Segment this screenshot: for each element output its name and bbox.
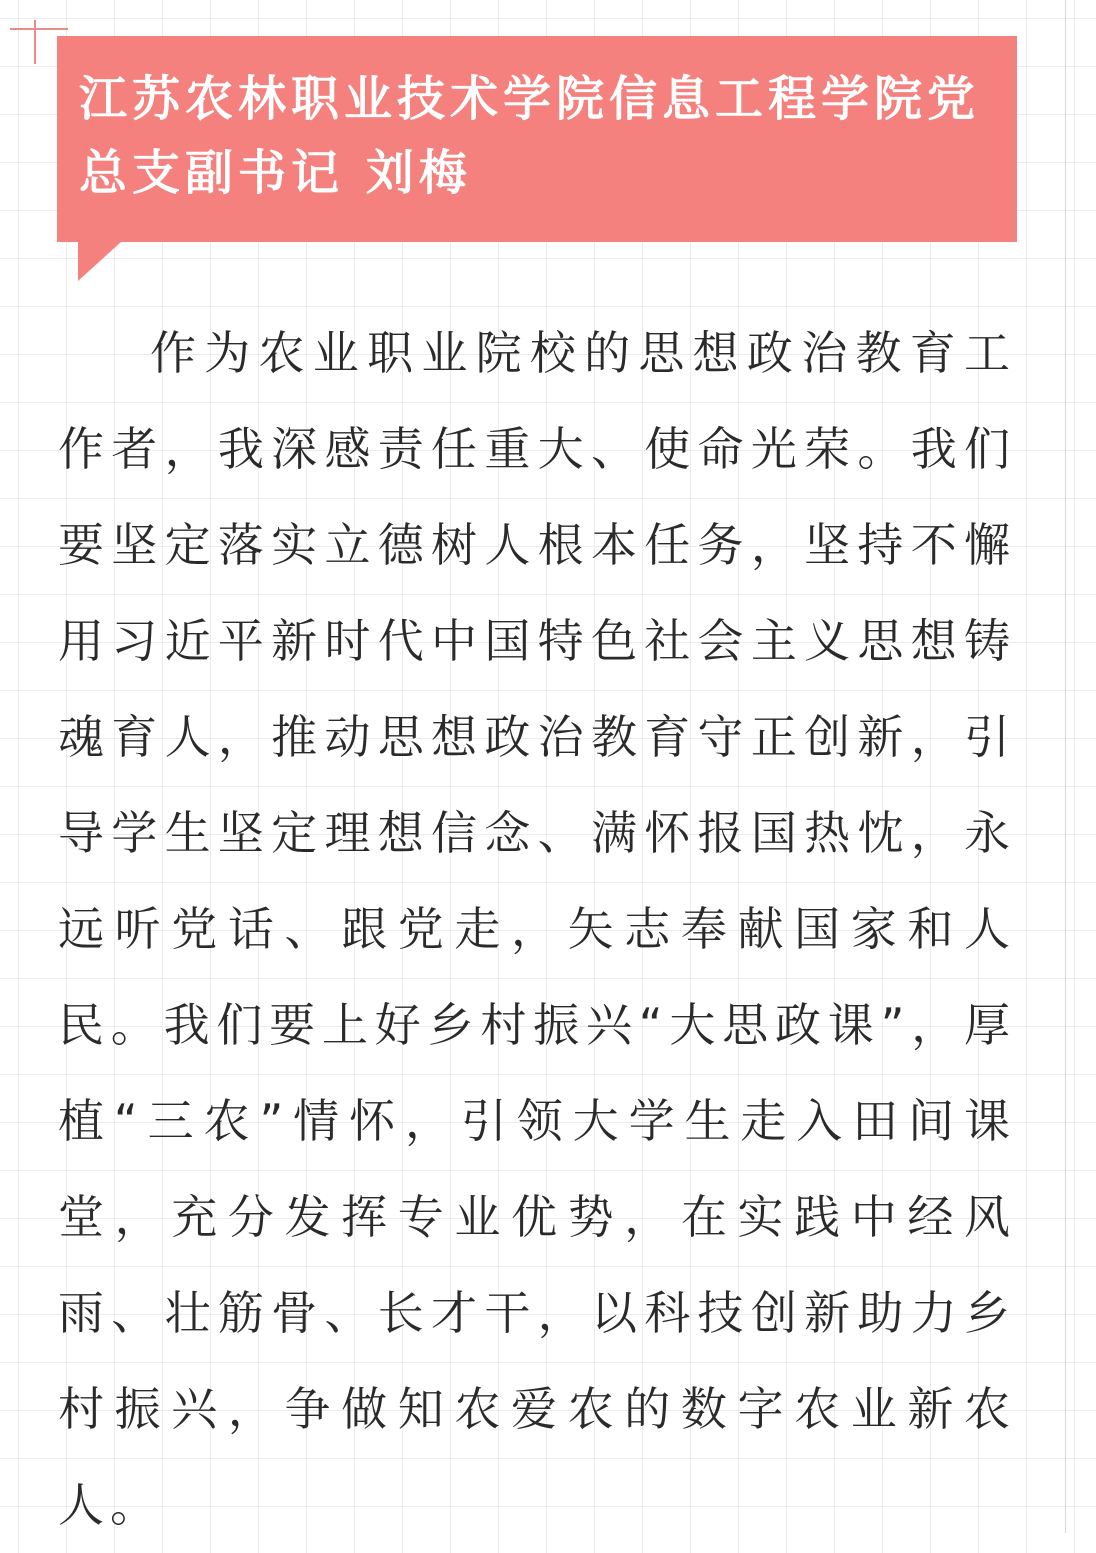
page-margin-rule [1065, 0, 1066, 1533]
corner-mark-vertical [34, 20, 36, 64]
callout-tail [78, 241, 122, 281]
statement-paragraph: 作为农业职业院校的思想政治教育工作者，我深感责任重大、使命光荣。我们要坚定落实立德树人根本任务，坚持不懈用习近平新时代中国特色社会主义思想铸魂育人，推动思想政治教育守正创新，引导学生坚定理想信念、满怀报国热忱，永远听党话、跟党走，矢志奉献国家和人民。我们要上好乡村振兴“大思政课”，厚植“三农”情怀，引领大学生走入田间课堂，充分发挥专业优势，在实践中经风雨、壮筋骨、长才干，以科技创新助力乡村振兴，争做知农爱农的数字农业新农人。 [58, 326, 1016, 1532]
speaker-title: 江苏农林职业技术学院信息工程学院党总支副书记 刘梅 [79, 71, 981, 201]
corner-mark-horizontal [10, 28, 68, 30]
speaker-title-callout [57, 36, 1017, 242]
